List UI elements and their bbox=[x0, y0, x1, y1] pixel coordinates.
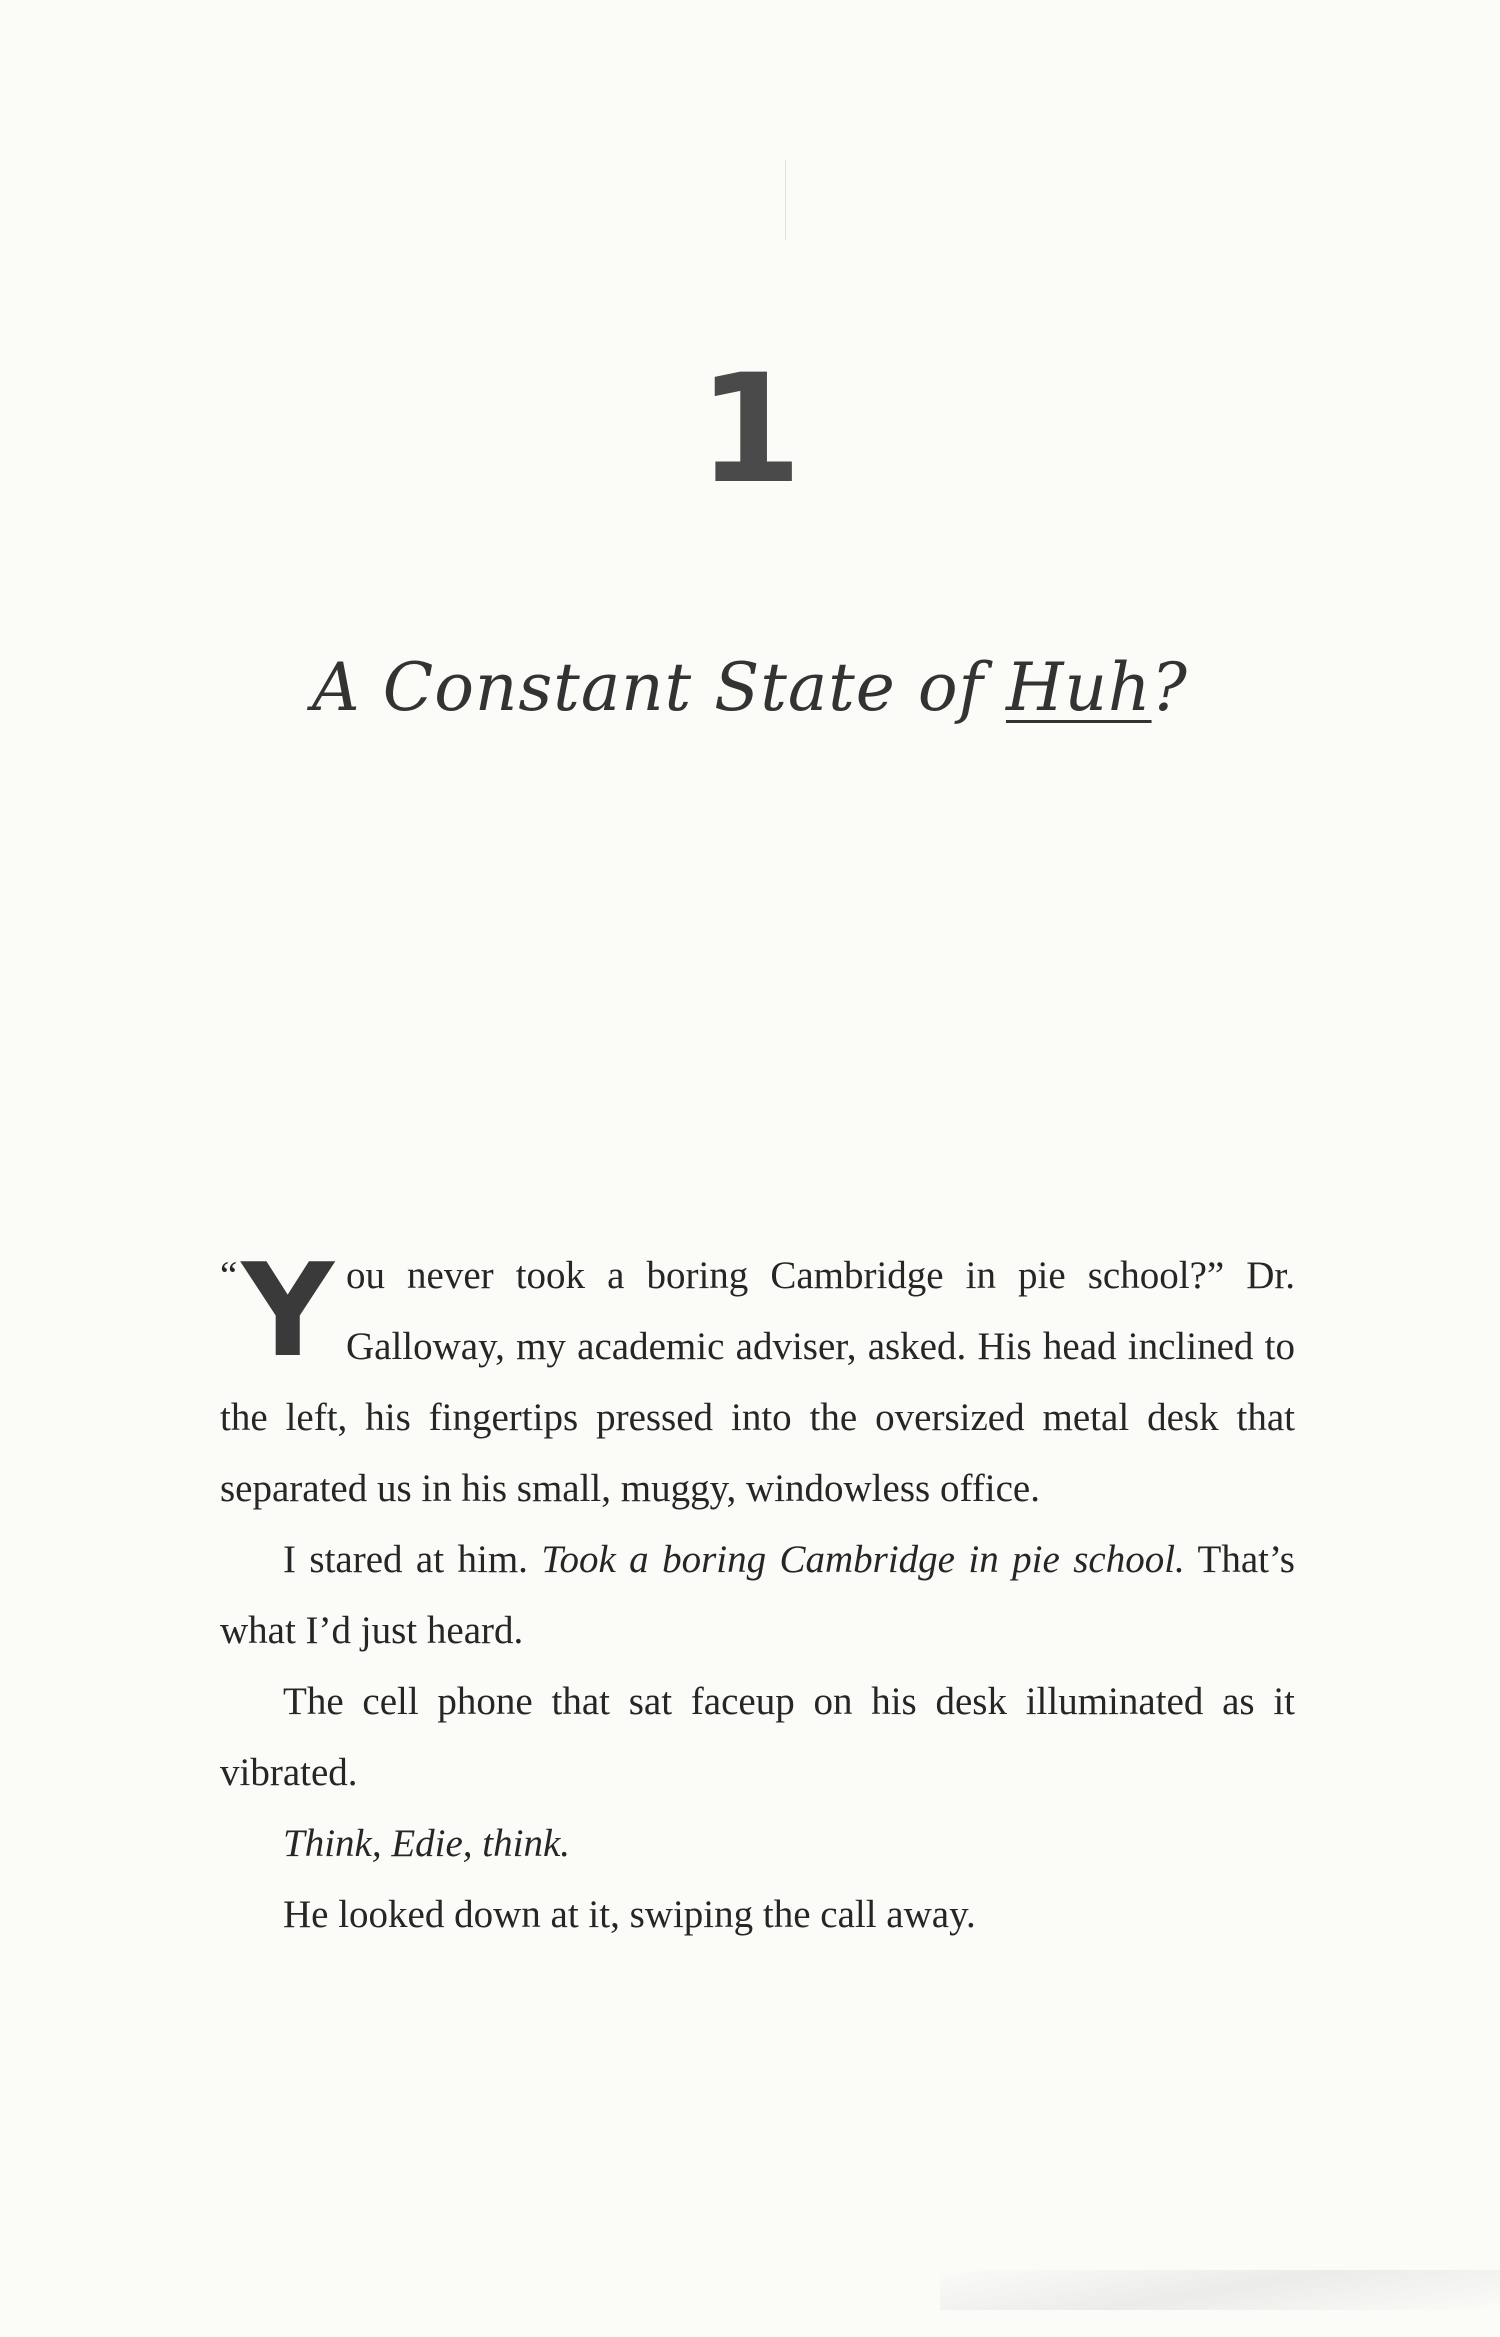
chapter-title-underlined: Huh bbox=[1005, 649, 1152, 726]
opening-quote: “ bbox=[220, 1254, 238, 1297]
paragraph-2-text-start: I stared at him. bbox=[283, 1538, 542, 1581]
chapter-number: 1 bbox=[697, 343, 803, 517]
chapter-body bbox=[220, 1237, 1295, 1950]
paragraph-1-text: ou never took a boring Cambridge in pie school?” Dr. Galloway, my academic adviser, asked. His head inclined to the left, his fingertips pressed into the oversized metal desk that separated us in his small, muggy, windowless office. bbox=[220, 1254, 1295, 1510]
paragraph-1 bbox=[220, 1237, 1295, 1524]
scan-smudge bbox=[940, 2270, 1500, 2310]
paragraph-2-italic: Took a boring Cambridge in pie school. bbox=[541, 1538, 1185, 1581]
drop-cap: Y bbox=[241, 1237, 334, 1386]
paragraph-3: The cell phone that sat faceup on his desk illuminated as it vibrated. bbox=[220, 1680, 1295, 1794]
paragraph-4-italic: Think, Edie, think. bbox=[283, 1822, 571, 1865]
paragraph-5: He looked down at it, swiping the call away. bbox=[283, 1893, 976, 1936]
page-crease bbox=[785, 160, 786, 240]
chapter-title bbox=[0, 649, 1500, 726]
chapter-title-prefix: A Constant State of bbox=[312, 649, 1006, 726]
chapter-title-suffix: ? bbox=[1151, 649, 1188, 726]
paragraph-4 bbox=[220, 1808, 1295, 1879]
paragraph-2-text-end: That’s what I’d just heard. bbox=[220, 1538, 1295, 1652]
paragraph-2 bbox=[220, 1524, 1295, 1666]
